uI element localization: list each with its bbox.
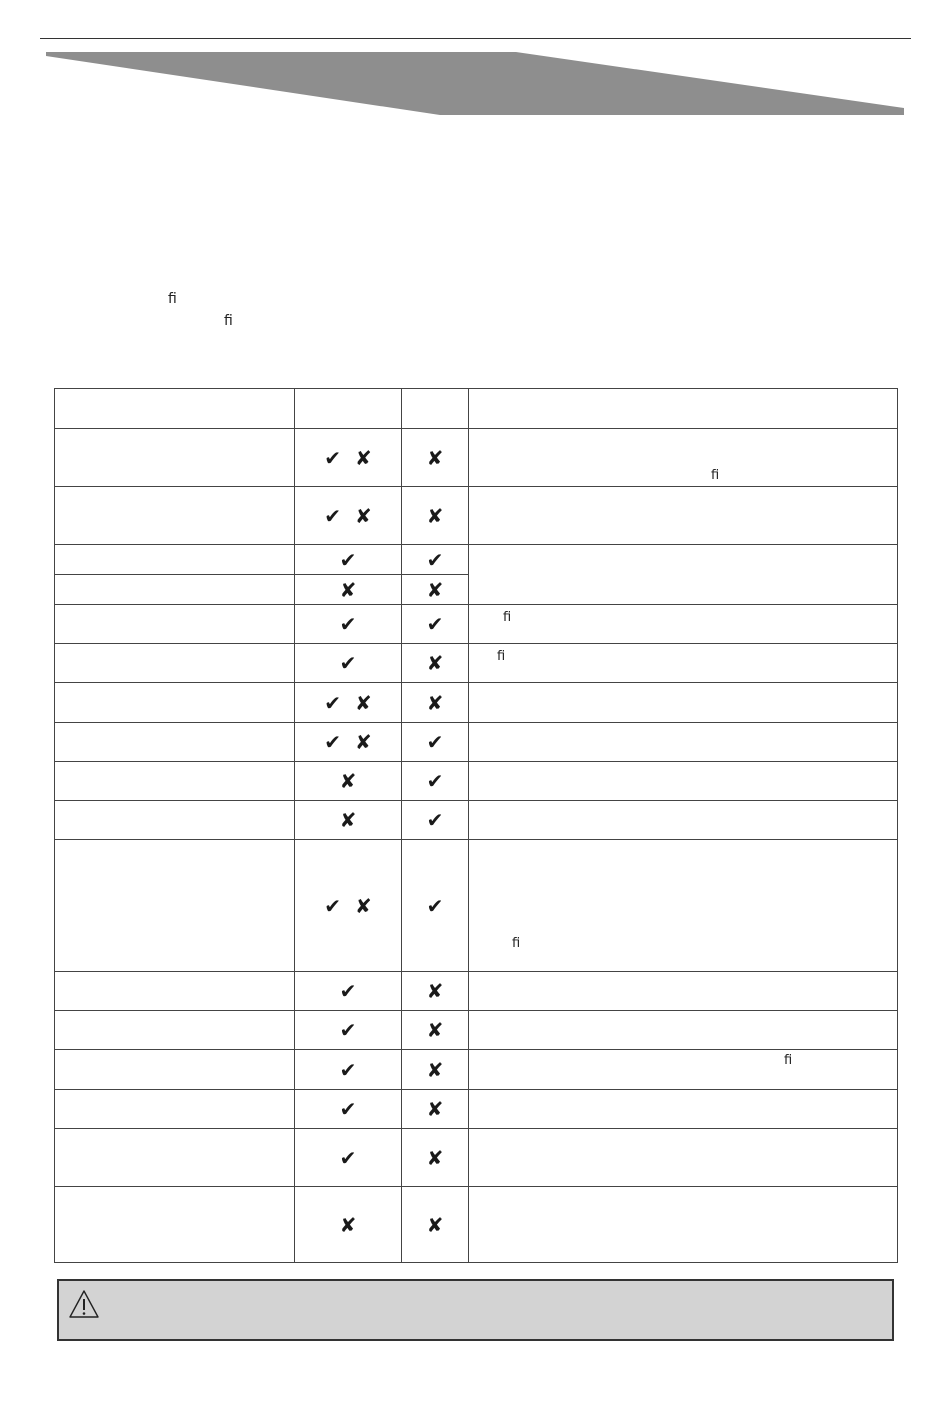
table-row <box>55 605 898 644</box>
cross-icon: ✘ <box>355 893 372 918</box>
note-cell <box>469 1011 898 1050</box>
check-icon: ✔ <box>324 503 341 528</box>
symbol-cell <box>402 644 469 683</box>
check-icon: ✔ <box>339 1057 357 1082</box>
cross-icon: ✘ <box>426 1097 444 1121</box>
note-cell <box>469 1050 898 1090</box>
symbol-cell <box>295 801 402 840</box>
header-cell <box>469 389 898 429</box>
cross-icon: ✘ <box>426 1145 444 1170</box>
row-label-cell <box>55 762 295 801</box>
check-icon: ✔ <box>426 612 444 636</box>
symbol-cell <box>295 762 402 801</box>
cross-icon: ✘ <box>426 1057 444 1082</box>
check-icon: ✔ <box>324 893 341 918</box>
compatibility-table <box>54 388 898 1263</box>
note-ligature: ﬁ <box>711 468 720 483</box>
cross-icon: ✘ <box>426 503 444 528</box>
note-cell <box>469 762 898 801</box>
warning-triangle-icon <box>68 1289 100 1319</box>
check-icon: ✔ <box>324 445 341 470</box>
check-icon: ✔ <box>426 808 444 832</box>
row-label-cell <box>55 1129 295 1187</box>
table-row <box>55 1090 898 1129</box>
note-cell <box>469 723 898 762</box>
note-ligature: ﬁ <box>497 649 506 664</box>
symbol-cell <box>402 972 469 1011</box>
header-cell <box>55 389 295 429</box>
symbol-cell <box>295 545 402 575</box>
note-cell <box>469 683 898 723</box>
check-icon: ✔ <box>426 730 444 754</box>
row-label-cell <box>55 605 295 644</box>
body-ligature: ﬁ <box>168 291 177 307</box>
row-label-cell <box>55 487 295 545</box>
table-row <box>55 840 898 972</box>
symbol-cell <box>402 545 469 575</box>
symbol-cell <box>295 1090 402 1129</box>
symbol-cell <box>295 605 402 644</box>
symbol-cell <box>295 1050 402 1090</box>
table-row <box>55 644 898 683</box>
symbol-cell <box>402 575 469 605</box>
header-banner <box>0 0 950 130</box>
note-ligature: ﬁ <box>503 610 512 625</box>
check-icon: ✔ <box>426 547 444 572</box>
check-icon: ✔ <box>339 1018 357 1042</box>
check-icon: ✔ <box>426 769 444 793</box>
check-icon: ✔ <box>339 651 357 675</box>
symbol-cell <box>402 429 469 487</box>
row-label-cell <box>55 1050 295 1090</box>
cross-icon: ✘ <box>355 730 372 754</box>
table-row <box>55 545 898 575</box>
check-icon: ✔ <box>426 893 444 918</box>
table-row <box>55 487 898 545</box>
symbol-cell <box>402 1090 469 1129</box>
note-cell <box>469 801 898 840</box>
row-label-cell <box>55 644 295 683</box>
cross-icon: ✘ <box>426 690 444 715</box>
cross-icon: ✘ <box>426 1018 444 1042</box>
note-cell <box>469 1187 898 1263</box>
note-ligature: ﬁ <box>784 1053 793 1068</box>
cross-icon: ✘ <box>339 769 357 793</box>
symbol-cell <box>295 683 402 723</box>
cross-icon: ✘ <box>339 808 357 832</box>
row-label-cell <box>55 545 295 575</box>
symbol-cell <box>295 972 402 1011</box>
symbol-cell <box>402 762 469 801</box>
cross-icon: ✘ <box>355 503 372 528</box>
symbol-cell <box>402 1050 469 1090</box>
table-row <box>55 762 898 801</box>
cross-icon: ✘ <box>426 979 444 1003</box>
table-row <box>55 1129 898 1187</box>
table-header-row <box>55 389 898 429</box>
row-label-cell <box>55 972 295 1011</box>
row-label-cell <box>55 801 295 840</box>
symbol-cell <box>295 1129 402 1187</box>
symbol-cell <box>402 605 469 644</box>
check-icon: ✔ <box>324 730 341 754</box>
row-label-cell <box>55 429 295 487</box>
header-cell <box>402 389 469 429</box>
note-cell <box>469 605 898 644</box>
table-row <box>55 801 898 840</box>
row-label-cell <box>55 1187 295 1263</box>
note-cell <box>469 644 898 683</box>
cross-icon: ✘ <box>426 577 444 602</box>
symbol-cell <box>295 1187 402 1263</box>
note-cell <box>469 972 898 1011</box>
check-icon: ✔ <box>339 547 357 572</box>
body-ligature: ﬁ <box>224 313 233 329</box>
note-cell <box>469 487 898 545</box>
table-row <box>55 1187 898 1263</box>
note-cell <box>469 1090 898 1129</box>
table-row <box>55 1011 898 1050</box>
row-label-cell <box>55 723 295 762</box>
symbol-cell <box>295 429 402 487</box>
cross-icon: ✘ <box>426 445 444 470</box>
row-label-cell <box>55 1011 295 1050</box>
check-icon: ✔ <box>339 1145 357 1170</box>
note-cell <box>469 545 898 605</box>
note-cell <box>469 1129 898 1187</box>
symbol-cell <box>402 840 469 972</box>
table-row <box>55 723 898 762</box>
cross-icon: ✘ <box>426 1212 444 1237</box>
warning-box <box>57 1279 894 1341</box>
cross-icon: ✘ <box>355 445 372 470</box>
table-row <box>55 1050 898 1090</box>
symbol-cell <box>295 487 402 545</box>
check-icon: ✔ <box>339 979 357 1003</box>
symbol-cell <box>402 683 469 723</box>
check-icon: ✔ <box>324 690 341 715</box>
cross-icon: ✘ <box>339 577 357 602</box>
symbol-cell <box>295 644 402 683</box>
note-cell <box>469 840 898 972</box>
note-cell <box>469 429 898 487</box>
symbol-cell <box>402 723 469 762</box>
note-ligature: ﬁ <box>512 936 521 951</box>
symbol-cell <box>402 1011 469 1050</box>
check-icon: ✔ <box>339 1097 357 1121</box>
cross-icon: ✘ <box>339 1212 357 1237</box>
symbol-cell <box>402 1187 469 1263</box>
row-label-cell <box>55 840 295 972</box>
row-label-cell <box>55 575 295 605</box>
check-icon: ✔ <box>339 612 357 636</box>
symbol-cell <box>295 840 402 972</box>
table-row <box>55 972 898 1011</box>
row-label-cell <box>55 683 295 723</box>
symbol-cell <box>402 801 469 840</box>
header-cell <box>295 389 402 429</box>
symbol-cell <box>402 1129 469 1187</box>
symbol-cell <box>295 575 402 605</box>
table-row <box>55 683 898 723</box>
cross-icon: ✘ <box>426 651 444 675</box>
row-label-cell <box>55 1090 295 1129</box>
symbol-cell <box>402 487 469 545</box>
symbol-cell <box>295 1011 402 1050</box>
cross-icon: ✘ <box>355 690 372 715</box>
symbol-cell <box>295 723 402 762</box>
table-row <box>55 429 898 487</box>
